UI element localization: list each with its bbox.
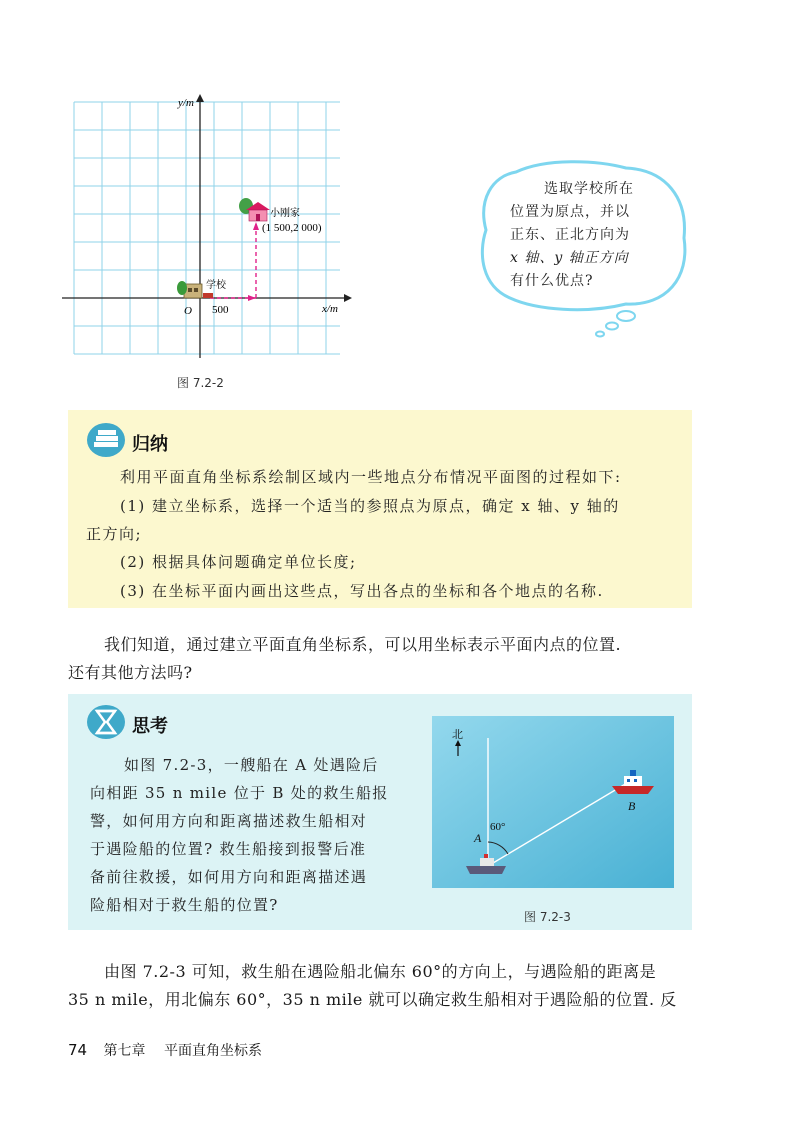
chapter-label: 第七章	[103, 1043, 146, 1059]
x-axis-label: x/m	[322, 303, 338, 315]
y-axis-arrow	[196, 94, 204, 102]
thinking-box	[68, 694, 692, 930]
think-line: 备前往救援，如何用方向和距离描述遇	[90, 868, 368, 886]
page-footer	[68, 1040, 262, 1060]
think-line: 于遇险船的位置? 救生船接到报警后准	[90, 840, 367, 858]
house-icon	[239, 198, 270, 221]
figure-7-2-2-caption: 图 7.2-2	[177, 376, 224, 390]
books-icon	[86, 422, 126, 458]
bubble-line: 选取学校所在	[544, 181, 634, 197]
bubble-line: x 轴、y 轴正方向	[510, 250, 629, 266]
figure-7-2-3-caption: 图 7.2-3	[524, 910, 571, 924]
y-axis-label: y/m	[178, 97, 194, 109]
path-east-arrow	[248, 295, 256, 301]
chapter-title: 平面直角坐标系	[164, 1043, 262, 1059]
body-line: 还有其他方法吗?	[68, 663, 193, 682]
think-line: 警，如何用方向和距离描述救生船相对	[90, 812, 368, 830]
think-line: 如图 7.2-3，一艘船在 A 处遇险后	[124, 756, 379, 774]
bubble-text	[510, 178, 660, 293]
body-line: 由图 7.2-3 可知，救生船在遇险船北偏东 60°的方向上，与遇险船的距离是	[104, 962, 657, 981]
bubble-line: 有什么优点?	[510, 273, 594, 289]
home-label: 小刚家	[270, 208, 300, 219]
hourglass-icon	[86, 704, 126, 740]
tick-label-500: 500	[212, 304, 229, 316]
angle-label: 60°	[490, 821, 506, 833]
bubble-line: 正东、正北方向为	[510, 227, 630, 243]
figure-7-2-3	[432, 716, 674, 888]
point-a-label: A	[474, 831, 482, 845]
summary-box	[68, 410, 692, 608]
origin-label: O	[184, 305, 192, 317]
summary-line: 利用平面直角坐标系绘制区域内一些地点分布情况平面图的过程如下:	[120, 468, 622, 486]
figure-7-2-2	[60, 88, 360, 368]
path-north-arrow	[253, 222, 259, 230]
home-coordinate: (1 500,2 000)	[262, 222, 322, 234]
summary-line: (3) 在坐标平面内画出这些点，写出各点的坐标和各个地点的名称.	[120, 582, 604, 600]
summary-title: 归纳	[132, 434, 168, 455]
point-b-label: B	[628, 799, 636, 813]
think-title: 思考	[132, 716, 168, 737]
summary-line: 正方向;	[86, 525, 143, 543]
north-label: 北	[452, 728, 463, 741]
think-line: 向相距 35 n mile 位于 B 处的救生船报	[90, 784, 389, 802]
bubble-line: 位置为原点，并以	[510, 204, 630, 220]
body-line: 35 n mile，用北偏东 60°，35 n mile 就可以确定救生船相对于遇险船的位置. 反	[68, 990, 677, 1009]
summary-line: (1) 建立坐标系，选择一个适当的参照点为原点，确定 x 轴、y 轴的	[120, 497, 620, 515]
think-line: 险船相对于救生船的位置?	[90, 896, 279, 914]
body-line: 我们知道，通过建立平面直角坐标系，可以用坐标表示平面内点的位置.	[104, 635, 622, 654]
summary-line: (2) 根据具体问题确定单位长度;	[120, 553, 357, 571]
page-number: 74	[68, 1041, 88, 1059]
x-axis-arrow	[344, 294, 352, 302]
school-label: 学校	[206, 280, 226, 291]
